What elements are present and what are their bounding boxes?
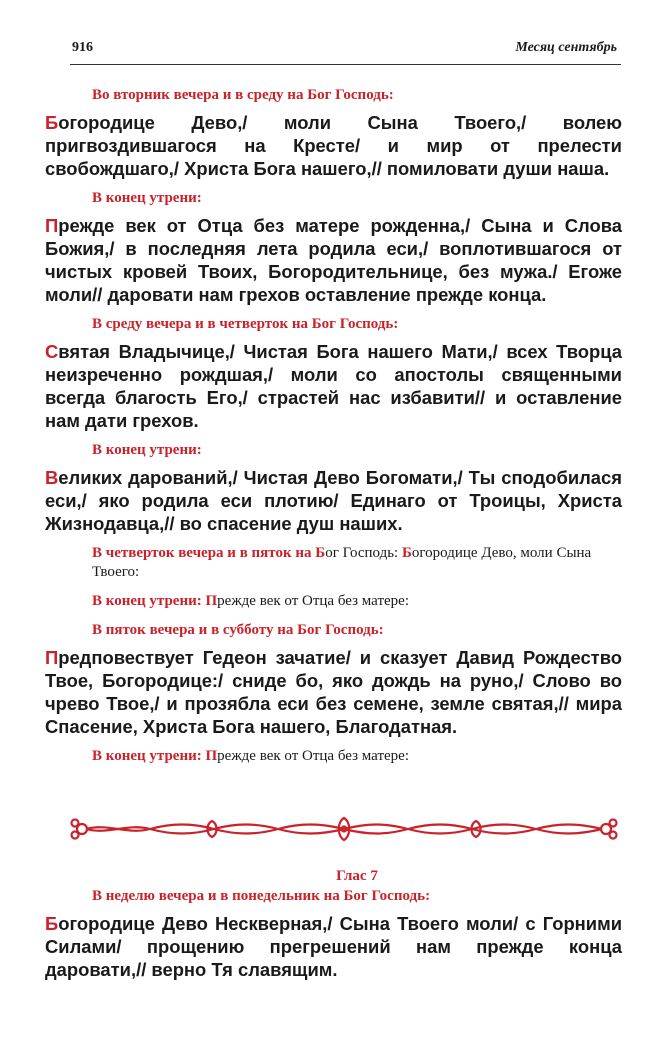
hymn-friday [45, 646, 622, 738]
rubric-end-matins-1: В конец утрени: [92, 190, 202, 206]
rubric-black-part: ог Господь: [325, 545, 402, 561]
drop-capital: Б [45, 913, 59, 934]
running-title: Месяц сентябрь [515, 40, 617, 55]
decorative-cord-ornament-icon [68, 812, 620, 846]
drop-capital: П [45, 215, 59, 236]
hymn-sunday [45, 912, 622, 981]
hymn-tuesday [45, 111, 622, 180]
rubric-black-part: режде век от Отца без матере: [217, 748, 409, 764]
glas-7-section [45, 868, 622, 990]
page-number: 916 [72, 40, 93, 55]
rubric-end-matins-4 [92, 747, 622, 766]
rubric-wednesday: В среду вечера и в четверток на Бог Господь: [92, 316, 399, 332]
rubric-red-part: В конец утрени: П [92, 593, 218, 609]
incipit-text: огородице Дево, моли Сына Твоего: [92, 545, 592, 580]
rubric-friday: В пяток вечера и в субботу на Бог Господь: [92, 622, 384, 638]
hymn-text: огородице Дево Нескверная,/ Сына Твоего моли/ с Горними Силами/ прощению прегрешений нам прежде конца даровати,// верно Тя славящим. [45, 913, 622, 980]
rubric-tuesday: Во вторник вечера и в среду на Бог Господь: [92, 87, 394, 103]
rubric-thursday [92, 544, 622, 582]
hymn-wednesday [45, 340, 622, 432]
header-rule [70, 64, 621, 65]
rubric-red-part: В четверток вечера и в пяток на Б [92, 545, 326, 561]
hymn-text: вятая Владычице,/ Чистая Бога нашего Мати,/ всех Творца неизреченно рождшая,/ моли со апостолы священными всегда благость Его,/ страстей нас избавити// и оставление нам дати грехов. [45, 341, 622, 431]
rubric-black-part: режде век от Отца без матере: [217, 593, 409, 609]
hymn-text: еликих дарований,/ Чистая Дево Богомати,/ Ты сподобилася еси,/ яко родила еси плотию/ Единаго от Троицы, Христа Жизнодавца,// во спасение душ наших. [45, 467, 622, 534]
glas-title: Глас 7 [336, 868, 378, 884]
drop-capital: С [45, 341, 59, 362]
rubric-end-matins-3 [92, 592, 622, 611]
hymn-end-matins-2 [45, 466, 622, 535]
rubric-sunday: В неделю вечера и в понедельник на Бог Господь: [92, 888, 431, 904]
hymn-text: режде век от Отца без матере рожденна,/ Сына и Слова Божия,/ в последняя лета родила еси,/ воплотившагося от чистых кровей Твоих, Богородительнице, без мужа./ Егоже моли// даровати нам грехов оставление прежде конца. [45, 215, 622, 305]
page-content [45, 86, 622, 776]
rubric-end-matins-2: В конец утрени: [92, 442, 202, 458]
drop-capital: В [45, 467, 59, 488]
incipit-capital: Б [401, 545, 412, 561]
drop-capital: Б [45, 112, 59, 133]
hymn-text: редповествует Гедеон зачатие/ и сказует Давид Рождество Твое, Богородице:/ сниде бо, яко дождь на руно,/ Слово во чрево Твое,/ и прозябла еси без семене, земле святая,// мира Спасение, Христа Бога нашего, Благодатная. [45, 647, 622, 737]
hymn-end-matins-1 [45, 214, 622, 306]
rubric-red-part: В конец утрени: П [92, 748, 218, 764]
hymn-text: огородице Дево,/ моли Сына Твоего,/ волею пригвоздившагося на Кресте/ и мир от прелести свобождшаго,/ Христа Бога нашего,// помиловати души наша. [45, 112, 622, 179]
drop-capital: П [45, 647, 59, 668]
